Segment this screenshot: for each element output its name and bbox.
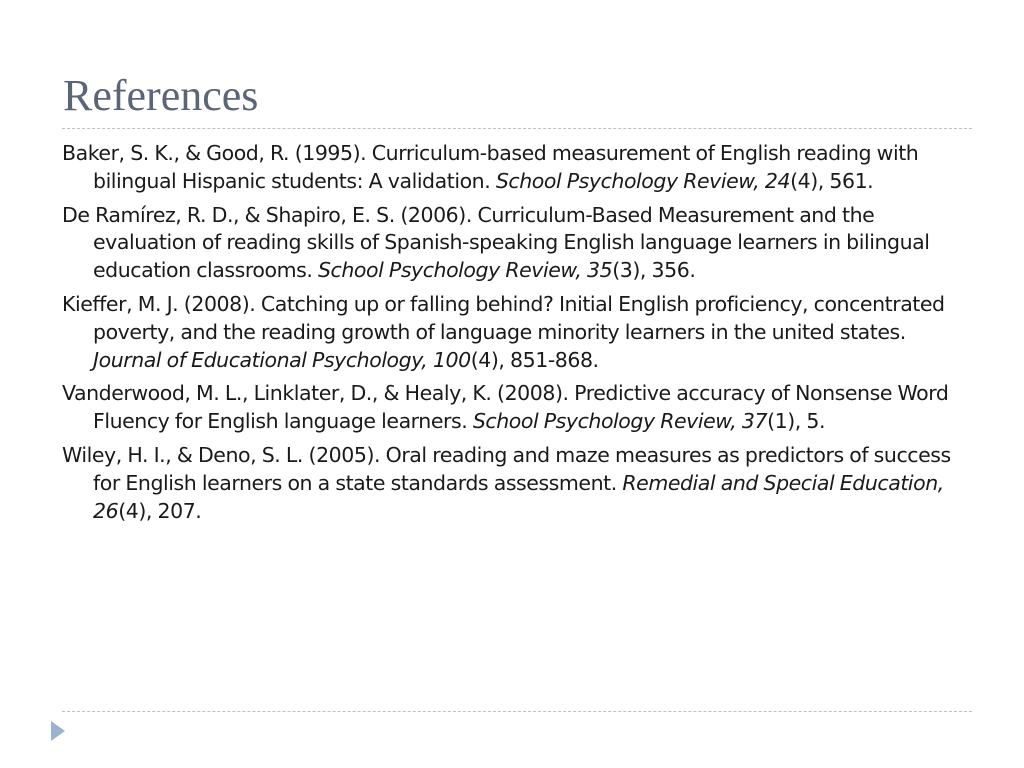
reference-source: School Psychology Review, 24 <box>495 168 791 193</box>
triangle-right-icon <box>51 721 65 741</box>
reference-source: Remedial and Special Education, 26 <box>93 470 944 523</box>
reference-item <box>62 140 972 196</box>
reference-item <box>62 380 972 436</box>
reference-text: Wiley, H. I., & Deno, S. L. (2005). Oral reading and maze measures as predictors of success for English learners on a state standards assessment. <box>62 442 951 495</box>
reference-source: School Psychology Review, 37 <box>472 409 768 434</box>
reference-tail: (4), 207. <box>118 498 202 523</box>
reference-item <box>62 291 972 374</box>
reference-list <box>62 140 972 531</box>
reference-text: Kieffer, M. J. (2008). Catching up or falling behind? Initial English proficiency, concentrated poverty, and the reading growth of language minority learners in the united states. <box>62 291 945 344</box>
reference-tail: (4), 561. <box>790 168 874 193</box>
reference-source: Journal of Educational Psychology, 100 <box>93 347 471 372</box>
footer-divider <box>62 711 972 712</box>
reference-item <box>62 202 972 285</box>
reference-source: School Psychology Review, 35 <box>317 258 613 283</box>
reference-item <box>62 442 972 525</box>
reference-tail: (1), 5. <box>767 409 826 434</box>
reference-text: De Ramírez, R. D., & Shapiro, E. S. (2006). Curriculum-Based Measurement and the evaluation of reading skills of Spanish-speaking English language learners in bilingual education classrooms. <box>62 202 930 283</box>
reference-text: Baker, S. K., & Good, R. (1995). Curriculum-based measurement of English reading with bilingual Hispanic students: A validation. <box>62 141 919 193</box>
title-divider <box>62 128 972 129</box>
reference-tail: (4), 851-868. <box>470 347 599 372</box>
slide-title: References <box>63 71 259 120</box>
reference-tail: (3), 356. <box>612 258 696 283</box>
reference-text: Vanderwood, M. L., Linklater, D., & Healy, K. (2008). Predictive accuracy of Nonsense Word Fluency for English language learners. <box>62 381 949 434</box>
